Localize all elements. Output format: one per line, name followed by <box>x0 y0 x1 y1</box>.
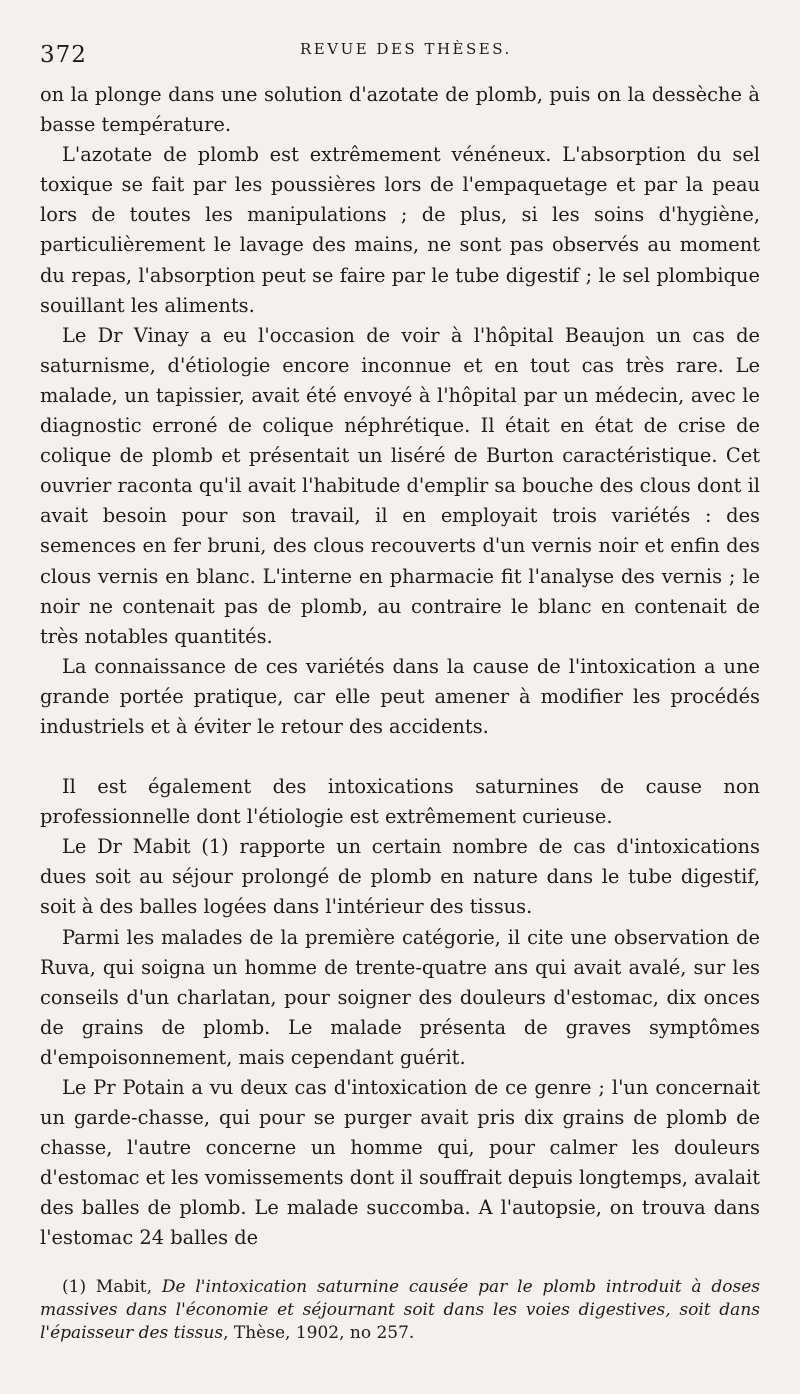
page-number: 372 <box>40 42 87 68</box>
footnote-prefix: (1) Mabit, <box>62 1276 162 1297</box>
running-header <box>40 38 760 80</box>
running-title: REVUE DES THÈSES. <box>300 40 512 58</box>
paragraph: Le Dr Vinay a eu l'occasion de voir à l'hôpital Beaujon un cas de saturnisme, d'étiologie encore inconnue et en tout cas très rare. Le malade, un tapissier, avait été envoyé à l'hôpital par un médecin, avec le diagnostic erroné de colique néphrétique. Il était en état de crise de colique de plomb et présentait un liséré de Burton caractéristique. Cet ouvrier raconta qu'il avait l'habitude d'emplir sa bouche des clous dont il avait besoin pour son travail, il en employait trois variétés : des semences en fer bruni, des clous recouverts d'un vernis noir et enfin des clous vernis en blanc. L'interne en pharmacie fit l'analyse des vernis ; le noir ne contenait pas de plomb, au contraire le blanc en contenait de très notables quantités. <box>40 323 760 648</box>
paragraph-continuation: on la plonge dans une solution d'azotate de plomb, puis on la dessèche à basse température. <box>40 83 760 137</box>
paragraph: La connaissance de ces variétés dans la cause de l'intoxication a une grande portée pratique, car elle peut amener à modifier les procédés industriels et à éviter le retour des accidents. <box>40 654 760 738</box>
footnote <box>40 1276 760 1345</box>
footnote-title: De l'intoxication saturnine causée par le plomb introduit à doses massives dans l'économie et séjournant soit dans les voies digestives, soit dans l'épaisseur des tissus <box>40 1276 760 1343</box>
paragraph: Il est également des intoxications saturnines de cause non professionnelle dont l'étiologie est extrêmement curieuse. <box>40 775 760 829</box>
paragraph: L'azotate de plomb est extrêmement vénéneux. L'absorption du sel toxique se fait par les poussières lors de l'empaquetage et par la peau lors de toutes les manipulations ; de plus, si les soins d'hygiène, particulièrement le lavage des mains, ne sont pas observés au moment du repas, l'absorption peut se faire par le tube digestif ; le sel plombique souillant les aliments. <box>40 143 760 317</box>
paragraph: Le Pr Potain a vu deux cas d'intoxication de ce genre ; l'un concernait un garde-chasse, qui pour se purger avait pris dix grains de plomb de chasse, l'autre concerne un homme qui, pour calmer les douleurs d'estomac et les vomissements dont il souffrait depuis longtemps, avalait des balles de plomb. Le malade succomba. A l'autopsie, on trouva dans l'estomac 24 balles de <box>40 1076 760 1250</box>
paragraph: Parmi les malades de la première catégorie, il cite une observation de Ruva, qui soigna un homme de trente-quatre ans qui avait avalé, sur les conseils d'un charlatan, pour soigner des douleurs d'estomac, dix onces de grains de plomb. Le malade présenta de graves symptômes d'empoisonnement, mais cependant guérit. <box>40 925 760 1069</box>
paragraph: Le Dr Mabit (1) rapporte un certain nombre de cas d'intoxications dues soit au séjour prolongé de plomb en nature dans le tube digestif, soit à des balles logées dans l'intérieur des tissus. <box>40 835 760 919</box>
body-text <box>40 80 760 1254</box>
footnote-suffix: , Thèse, 1902, no 257. <box>223 1322 415 1343</box>
